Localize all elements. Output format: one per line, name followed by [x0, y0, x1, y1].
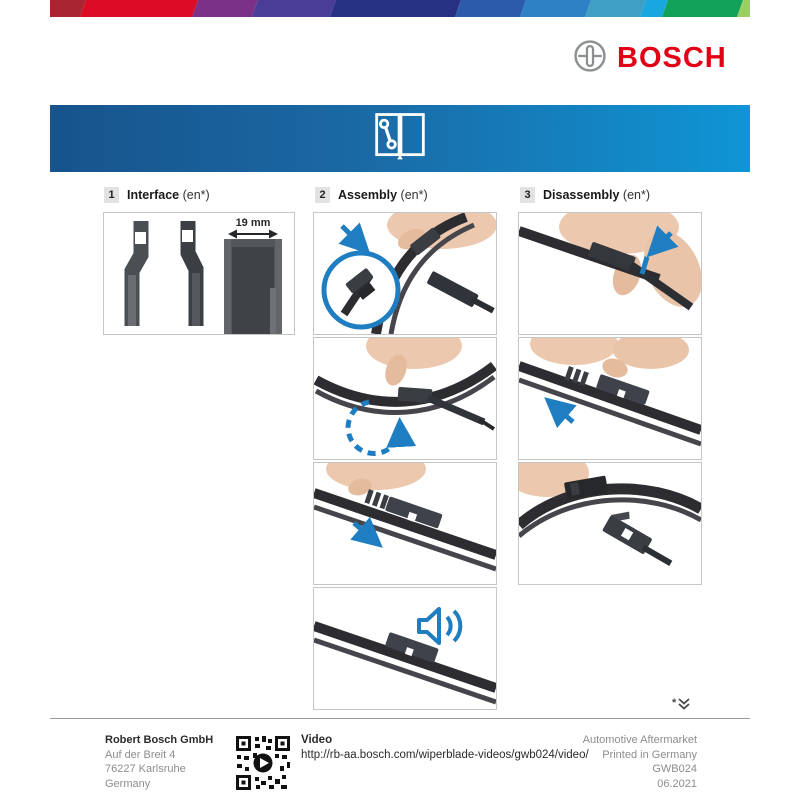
detached-wiper-arm: [602, 505, 683, 569]
meta-line: GWB024: [652, 763, 697, 775]
footnote-marker: [672, 697, 691, 713]
assembly-step-3-illustration: [313, 462, 497, 585]
assembly-step-2-illustration: [313, 337, 497, 460]
print-meta-block: [583, 733, 697, 791]
click-sound-speaker-icon: [419, 609, 460, 643]
blue-arrow-icon: [551, 403, 573, 422]
video-url-link[interactable]: http://rb-aa.bosch.com/wiperblade-videos/gwb024/video/: [301, 749, 589, 761]
brand-wordmark: BOSCH: [617, 42, 727, 74]
section-title: Interface: [127, 188, 180, 202]
meta-line: Printed in Germany: [602, 748, 697, 761]
section-title: Disassembly: [543, 188, 620, 202]
double-chevron-down-icon: [677, 697, 691, 713]
footer-divider: [50, 718, 750, 719]
assembly-step-1-illustration: [313, 212, 497, 335]
asterisk: *: [672, 697, 677, 709]
address-line: Auf der Breit 4: [105, 748, 176, 761]
video-label: Video: [301, 734, 333, 746]
company-address-block: [105, 733, 213, 791]
bosch-armature-icon: [573, 39, 607, 78]
disassembly-step-1-illustration: [518, 212, 702, 335]
section-number-badge: 2: [315, 187, 330, 203]
brand-logo: [573, 39, 727, 78]
disassembly-step-3-illustration: [518, 462, 702, 585]
section-lang: (en*): [182, 188, 210, 202]
address-line: Germany: [105, 777, 151, 790]
blue-arrow-icon: [342, 226, 364, 248]
section-title: Assembly: [338, 188, 398, 202]
service-manual-book-wrench-icon: [372, 110, 428, 167]
section-header-disassembly: [520, 187, 650, 203]
address-line: 76227 Karlsruhe: [105, 763, 186, 775]
section-lang: (en*): [400, 188, 428, 202]
section-number-badge: 1: [104, 187, 119, 203]
section-header-interface: [104, 187, 210, 203]
meta-line: Automotive Aftermarket: [582, 734, 697, 746]
assembly-step-4-illustration: [313, 587, 497, 710]
section-lang: (en*): [622, 188, 651, 202]
dimension-label: 19 mm: [235, 217, 271, 229]
meta-line: 06.2021: [657, 777, 697, 790]
brand-rainbow-stripe: [50, 0, 750, 17]
section-header-assembly: [315, 187, 428, 203]
qr-code-video-play: [235, 735, 291, 796]
interface-adapter-illustration: [103, 212, 295, 335]
video-link-block: [301, 733, 589, 763]
section-number-badge: 3: [520, 187, 535, 203]
manual-banner: [50, 105, 750, 172]
company-name: Robert Bosch GmbH: [105, 734, 214, 746]
disassembly-step-2-illustration: [518, 337, 702, 460]
